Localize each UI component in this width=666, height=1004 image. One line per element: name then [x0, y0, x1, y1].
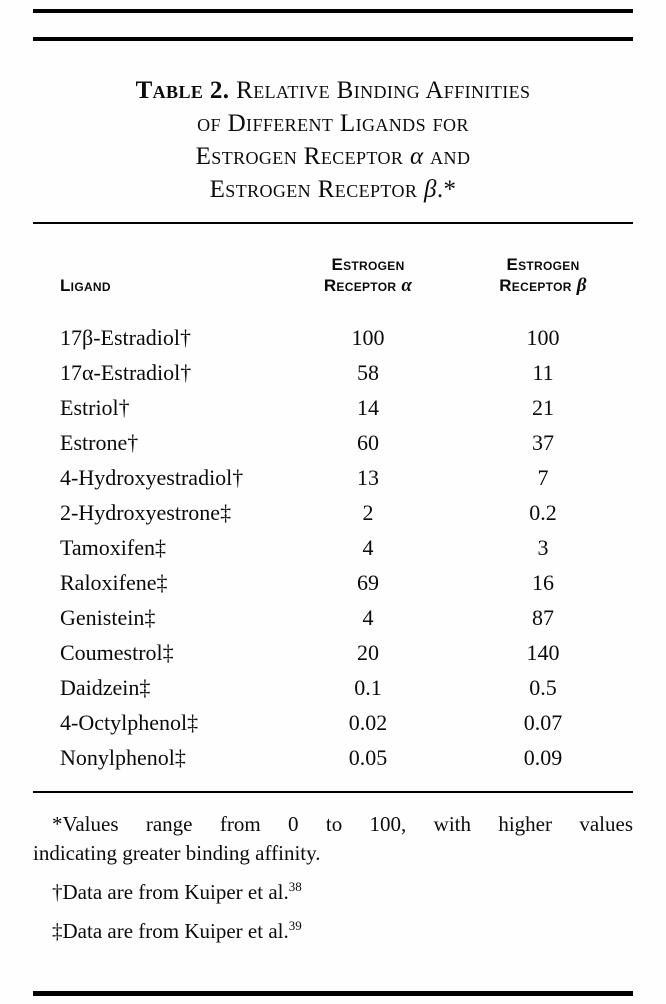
- beta-value-cell: 16: [532, 569, 554, 595]
- alpha-symbol: α: [409, 143, 424, 170]
- ligand-cell: Daidzein‡: [60, 674, 151, 700]
- column-header-er-beta: [453, 254, 633, 296]
- table-row: [33, 670, 633, 705]
- table-row: [33, 530, 633, 565]
- title-line-4: [33, 173, 633, 206]
- ligand-cell: Coumestrol‡: [60, 639, 174, 665]
- table-row: [33, 425, 633, 460]
- table-row: [33, 495, 633, 530]
- table-title: [33, 74, 633, 206]
- table-row: [33, 600, 633, 635]
- alpha-value-cell: 20: [357, 639, 379, 665]
- er-beta-receptor-text: Receptor: [499, 276, 572, 295]
- alpha-value-cell: 100: [351, 324, 385, 350]
- alpha-symbol: α: [401, 275, 413, 296]
- table-body: [33, 320, 633, 775]
- beta-value-cell: 87: [532, 604, 554, 630]
- title-line-1: [33, 74, 633, 107]
- beta-value-cell: 3: [537, 534, 549, 560]
- alpha-value-cell: 14: [357, 394, 379, 420]
- reference-38: 38: [288, 879, 302, 894]
- ligand-cell: Estrone†: [60, 429, 139, 455]
- alpha-value-cell: 2: [362, 499, 374, 525]
- ligand-cell: Genistein‡: [60, 604, 156, 630]
- table-row: [33, 320, 633, 355]
- table-row: [33, 460, 633, 495]
- alpha-value-cell: 0.1: [354, 674, 382, 700]
- top-rule-primary: [33, 9, 633, 13]
- beta-value-cell: 21: [532, 394, 554, 420]
- alpha-value-cell: 69: [357, 569, 379, 595]
- alpha-value-cell: 4: [362, 534, 374, 560]
- rule-under-title: [33, 222, 633, 224]
- alpha-value-cell: 0.02: [348, 709, 388, 735]
- reference-39: 39: [288, 918, 302, 933]
- title-line-3: [33, 140, 633, 173]
- beta-value-cell: 100: [526, 324, 560, 350]
- table-row: [33, 705, 633, 740]
- beta-symbol: β: [576, 275, 587, 296]
- beta-value-cell: 0.09: [523, 744, 563, 770]
- bottom-rule: [33, 991, 633, 996]
- table-header-row: [33, 254, 633, 296]
- title-line-4-text: Estrogen Receptor: [209, 176, 418, 203]
- ligand-cell: Raloxifene‡: [60, 569, 168, 595]
- ligand-cell: Nonylphenol‡: [60, 744, 186, 770]
- table-row: [33, 565, 633, 600]
- er-beta-header-line-2: [453, 275, 633, 296]
- beta-value-cell: 0.07: [523, 709, 563, 735]
- beta-value-cell: 11: [532, 359, 554, 385]
- beta-value-cell: 37: [532, 429, 554, 455]
- ligand-cell: Tamoxifen‡: [60, 534, 166, 560]
- title-line-3-text: Estrogen Receptor: [195, 143, 404, 170]
- footnote-star-line-2: indicating greater binding affinity.: [33, 841, 321, 865]
- title-line-4-suffix: .*: [436, 176, 457, 203]
- title-line-3-suffix: and: [430, 143, 471, 170]
- table-row: [33, 635, 633, 670]
- beta-value-cell: 140: [526, 639, 560, 665]
- top-rule-secondary: [33, 37, 633, 41]
- alpha-value-cell: 60: [357, 429, 379, 455]
- er-beta-header-line-1: Estrogen: [506, 255, 580, 274]
- table-row: [33, 355, 633, 390]
- table-row: [33, 740, 633, 775]
- footnote-dagger: [33, 878, 633, 907]
- column-header-ligand: Ligand: [60, 276, 111, 295]
- title-line-2: of Different Ligands for: [197, 110, 469, 137]
- alpha-value-cell: 0.05: [348, 744, 388, 770]
- beta-symbol: β: [423, 176, 437, 203]
- beta-value-cell: 0.5: [529, 674, 557, 700]
- footnote-double-dagger-text: ‡Data are from Kuiper et al.: [52, 919, 289, 943]
- er-alpha-receptor-text: Receptor: [323, 276, 397, 295]
- footnote-dagger-text: †Data are from Kuiper et al.: [52, 880, 289, 904]
- column-header-er-alpha: [283, 254, 453, 296]
- ligand-cell: 17β-Estradiol†: [60, 324, 191, 350]
- beta-value-cell: 7: [537, 464, 549, 490]
- er-alpha-header-line-1: Estrogen: [331, 255, 405, 274]
- ligand-cell: 17α-Estradiol†: [60, 359, 192, 385]
- rule-under-body: [33, 791, 633, 793]
- alpha-value-cell: 4: [362, 604, 374, 630]
- table-number-label: Table 2.: [135, 77, 230, 104]
- footnote-double-dagger: [33, 917, 633, 946]
- ligand-cell: 4-Octylphenol‡: [60, 709, 199, 735]
- footnote-star-line-1: *Values range from 0 to 100, with higher values: [52, 812, 633, 836]
- beta-value-cell: 0.2: [529, 499, 557, 525]
- table-row: [33, 390, 633, 425]
- ligand-cell: 4-Hydroxyestradiol†: [60, 464, 244, 490]
- footnote-star: [33, 810, 633, 868]
- er-alpha-header-line-2: [283, 275, 453, 296]
- alpha-value-cell: 13: [357, 464, 379, 490]
- footnotes: [33, 810, 633, 946]
- ligand-cell: 2-Hydroxyestrone‡: [60, 499, 232, 525]
- title-line-1-text: Relative Binding Affinities: [236, 77, 531, 104]
- ligand-cell: Estriol†: [60, 394, 130, 420]
- alpha-value-cell: 58: [357, 359, 379, 385]
